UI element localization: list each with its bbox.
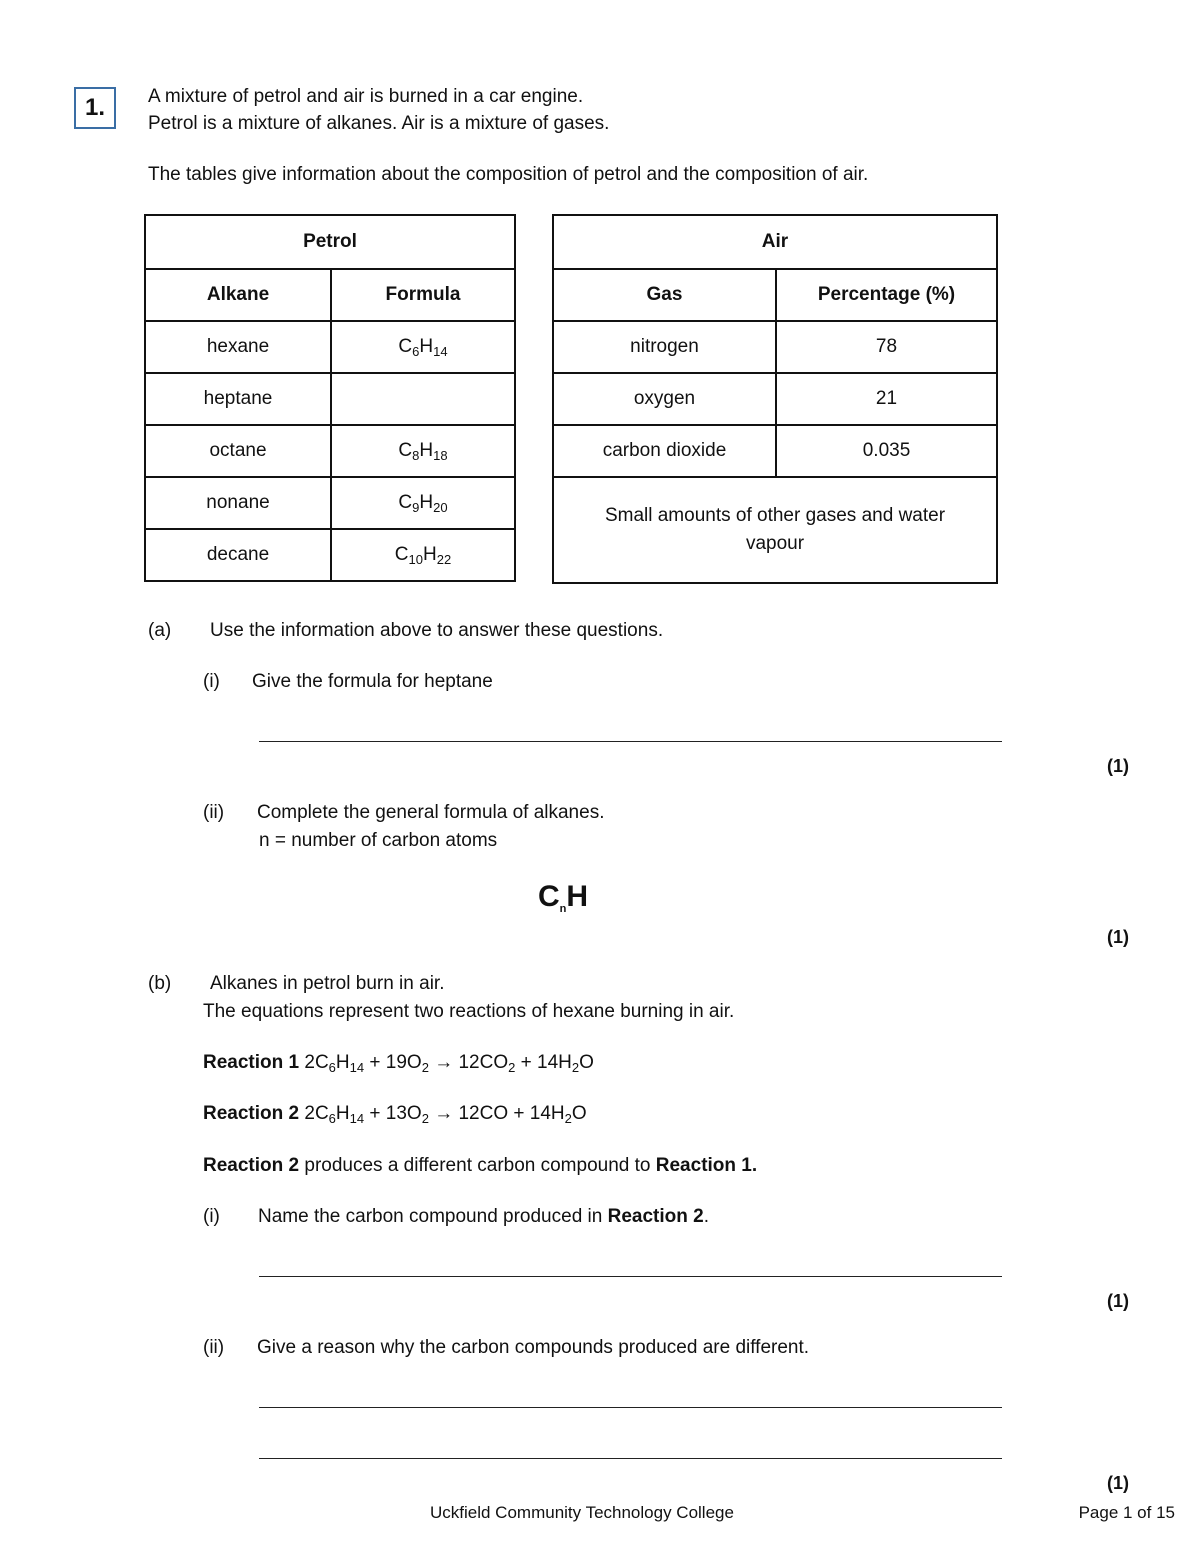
answer-line-a-i[interactable]	[259, 741, 1002, 742]
table-row	[553, 425, 997, 477]
part-b-text-1: Alkanes in petrol burn in air.	[210, 973, 445, 994]
petrol-header-formula: Formula	[331, 269, 515, 321]
air-footer-line-2: vapour	[745, 533, 805, 554]
air-table	[552, 214, 998, 584]
footer-college: Uckfield Community Technology College	[430, 1503, 734, 1522]
table-row	[553, 321, 997, 373]
part-a-text: Use the information above to answer these questions.	[210, 620, 664, 641]
air-header-percentage: Percentage (%)	[776, 269, 997, 321]
gas-name: oxygen	[553, 373, 776, 425]
part-b-ii-text: Give a reason why the carbon compounds produced are different.	[257, 1337, 810, 1358]
alkane-name: octane	[145, 425, 331, 477]
general-formula: $C_nH$	[538, 880, 589, 915]
part-a-ii-label: (ii)	[203, 802, 225, 823]
reaction-1-equation: Reaction 1 $2C_6H_{14} + 19O_2 \to 12CO_2 + 14H_2O$	[203, 1052, 594, 1075]
mark-b-ii: (1)	[1107, 1473, 1129, 1493]
part-b-i-label: (i)	[203, 1206, 220, 1227]
part-b-text-2: The equations represent two reactions of hexane burning in air.	[203, 1001, 735, 1022]
part-b-i-text: Name the carbon compound produced in Reaction 2.	[258, 1206, 709, 1227]
air-footer-note	[553, 477, 997, 583]
intro-line-2: Petrol is a mixture of alkanes. Air is a mixture of gases.	[148, 113, 610, 134]
alkane-name: nonane	[145, 477, 331, 529]
alkane-formula: $C_{10}H_{22}$	[331, 529, 515, 581]
petrol-header-alkane: Alkane	[145, 269, 331, 321]
table-row	[145, 529, 515, 581]
petrol-title: Petrol	[145, 215, 515, 269]
part-a-i-text: Give the formula for heptane	[252, 671, 493, 692]
air-footer-line-1: Small amounts of other gases and water	[604, 505, 946, 526]
reaction-comparison: Reaction 2 produces a different carbon compound to Reaction 1.	[203, 1155, 758, 1176]
part-b-ii-label: (ii)	[203, 1337, 225, 1358]
answer-line-b-ii-2[interactable]	[259, 1458, 1002, 1459]
part-a-ii-text-2: n = number of carbon atoms	[259, 830, 498, 851]
intro-line-3: The tables give information about the composition of petrol and the composition of air.	[148, 164, 869, 185]
part-a-label: (a)	[148, 620, 172, 641]
table-row	[145, 477, 515, 529]
alkane-name: decane	[145, 529, 331, 581]
part-a-i-label: (i)	[203, 671, 220, 692]
part-b-label: (b)	[148, 973, 172, 994]
air-header-gas: Gas	[553, 269, 776, 321]
reaction-2-equation: Reaction 2 $2C_6H_{14} + 13O_2 \to 12CO + 14H_2O$	[203, 1103, 587, 1126]
gas-name: carbon dioxide	[553, 425, 776, 477]
table-row	[145, 321, 515, 373]
question-number: 1.	[74, 87, 116, 129]
alkane-formula: $C_8H_{18}$	[331, 425, 515, 477]
intro-line-1: A mixture of petrol and air is burned in a car engine.	[148, 86, 584, 107]
air-title: Air	[553, 215, 997, 269]
mark-b-i: (1)	[1107, 1291, 1129, 1311]
alkane-name: hexane	[145, 321, 331, 373]
mark-a-ii: (1)	[1107, 927, 1129, 947]
answer-line-b-i[interactable]	[259, 1276, 1002, 1277]
gas-name: nitrogen	[553, 321, 776, 373]
gas-percentage: 0.035	[776, 425, 997, 477]
part-a-ii-text-1: Complete the general formula of alkanes.	[257, 802, 605, 823]
answer-line-b-ii-1[interactable]	[259, 1407, 1002, 1408]
alkane-formula-blank	[331, 373, 515, 425]
alkane-name: heptane	[145, 373, 331, 425]
table-row	[145, 373, 515, 425]
alkane-formula: $C_9H_{20}$	[331, 477, 515, 529]
gas-percentage: 21	[776, 373, 997, 425]
table-row	[553, 373, 997, 425]
mark-a-i: (1)	[1107, 756, 1129, 776]
footer-page-number: Page 1 of 15	[1078, 1503, 1175, 1522]
table-row	[145, 425, 515, 477]
alkane-formula: $C_6H_{14}$	[331, 321, 515, 373]
gas-percentage: 78	[776, 321, 997, 373]
petrol-table	[144, 214, 516, 582]
